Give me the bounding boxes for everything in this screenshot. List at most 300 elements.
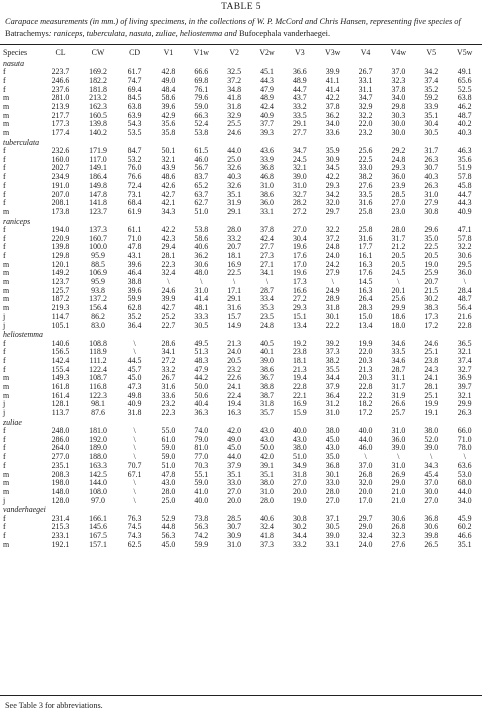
measurement-cell: 51.3 [194, 347, 209, 357]
measurement-cell: 167.5 [89, 530, 107, 540]
measurement-cell: 34.7 [292, 146, 307, 156]
measurement-cell: 58.6 [161, 93, 176, 103]
measurement-cell: 81.0 [194, 443, 209, 453]
table-header-row [0, 47, 482, 59]
measurement-cell: 22.4 [227, 390, 242, 400]
measurement-cell: 49.5 [194, 338, 209, 348]
table-caption [5, 16, 480, 39]
measurement-cell: 34.0 [325, 119, 340, 129]
measurement-cell: 162.3 [89, 102, 107, 112]
measurement-cell: 128.0 [51, 495, 70, 505]
measurement-cell: 28.0 [227, 224, 242, 234]
measurement-cell: 52.4 [194, 119, 209, 129]
sex-cell: f [3, 67, 6, 77]
measurement-cell: 117.0 [89, 154, 107, 164]
measurement-cell: 21.3 [227, 338, 242, 348]
measurement-cell: 27.9 [325, 268, 340, 278]
measurement-cell: 21.6 [457, 311, 472, 321]
measurement-cell: 38.0 [424, 426, 439, 436]
measurement-cell: 25.0 [227, 154, 242, 164]
measurement-cell: 105.1 [51, 320, 70, 330]
measurement-cell: 32.2 [457, 242, 472, 252]
measurement-cell: 46.2 [457, 102, 472, 112]
measurement-cell: 30.1 [325, 311, 340, 321]
measurement-cell: 34.2 [325, 189, 340, 199]
measurement-cell: 22.0 [358, 119, 373, 129]
measurement-cell: 33.6 [161, 390, 176, 400]
measurement-cell: 39.6 [161, 102, 176, 112]
measurement-cell: 27.0 [292, 478, 307, 488]
measurement-cell: 35.0 [424, 233, 439, 243]
header-v3w: V3w [325, 48, 341, 57]
measurement-cell: 18.0 [391, 320, 406, 330]
sex-cell: m [3, 390, 10, 400]
table-row [0, 287, 482, 296]
measurement-cell: 48.7 [457, 294, 472, 304]
measurement-cell: 36.0 [457, 268, 472, 278]
measurement-cell: 24.8 [260, 320, 274, 330]
measurement-cell: 24.6 [161, 285, 176, 295]
measurement-cell: 29.7 [358, 513, 373, 523]
measurement-cell: 33.2 [161, 364, 176, 374]
measurement-cell: 45.4 [424, 469, 439, 479]
measurement-cell: 38.8 [260, 382, 274, 392]
measurement-cell: 38.0 [292, 443, 307, 453]
measurement-cell: 188.0 [89, 452, 107, 462]
measurement-cell: 32.3 [391, 75, 406, 85]
measurement-cell: 33.2 [227, 233, 242, 243]
sex-cell: j [3, 408, 6, 418]
table-row [0, 383, 482, 392]
measurement-cell: 31.8 [127, 408, 142, 418]
measurement-cell: 22.2 [325, 320, 340, 330]
measurement-cell: 39.7 [457, 382, 472, 392]
measurement-cell: 18.1 [292, 355, 307, 365]
measurement-cell: 33.1 [325, 539, 340, 549]
measurement-cell: 36.2 [194, 250, 209, 260]
measurement-cell: 22.8 [358, 382, 373, 392]
measurement-cell: 26.6 [391, 399, 406, 409]
table-footnote: See Table 3 for abbreviations. [5, 701, 103, 710]
measurement-cell: 59.2 [424, 93, 439, 103]
measurement-cell: 28.1 [161, 250, 176, 260]
measurement-cell: 35.6 [457, 154, 472, 164]
measurement-cell: 28.7 [260, 285, 274, 295]
measurement-cell: 45.7 [127, 364, 142, 374]
measurement-cell: 33.5 [358, 189, 373, 199]
measurement-cell: 36.4 [325, 390, 340, 400]
measurement-cell: 16.1 [358, 250, 373, 260]
measurement-cell: 28.4 [457, 285, 472, 295]
measurement-cell: 32.9 [227, 110, 242, 120]
measurement-cell: 44.5 [127, 355, 142, 365]
measurement-cell: 49.8 [127, 390, 142, 400]
table-row [0, 269, 482, 278]
measurement-cell: 62.5 [127, 539, 142, 549]
measurement-cell: 219.3 [51, 303, 70, 313]
measurement-cell: 140.6 [51, 338, 70, 348]
measurement-cell: 49.0 [161, 75, 176, 85]
measurement-cell: \ [233, 277, 236, 287]
measurement-cell: 36.7 [260, 373, 274, 383]
species-name: nasuta [3, 59, 25, 68]
measurement-cell: 63.9 [127, 110, 142, 120]
measurement-cell: 37.8 [260, 224, 274, 234]
measurement-cell: 24.9 [325, 285, 340, 295]
table-row [0, 523, 482, 532]
measurement-cell: 62.8 [127, 303, 142, 313]
measurement-cell: 39.9 [161, 294, 176, 304]
measurement-cell: 39.6 [127, 285, 142, 295]
measurement-cell: 32.6 [227, 163, 242, 173]
measurement-cell: 69.4 [127, 84, 142, 94]
measurement-cell: 194.0 [51, 224, 70, 234]
measurement-cell: 30.6 [391, 513, 406, 523]
measurement-cell: 24.6 [424, 338, 439, 348]
sex-cell: f [3, 242, 6, 252]
measurement-cell: 19.9 [358, 338, 373, 348]
measurement-cell: 213.9 [51, 102, 70, 112]
measurement-cell: 28.6 [161, 338, 176, 348]
measurement-cell: 34.0 [391, 93, 406, 103]
measurement-cell: 29.3 [391, 163, 406, 173]
measurement-cell: 42.8 [161, 67, 176, 77]
measurement-cell: 54.3 [127, 119, 142, 129]
sex-cell: f [3, 434, 6, 444]
measurement-cell: 16.3 [358, 259, 373, 269]
measurement-cell: 122.3 [89, 390, 107, 400]
sex-cell: f [3, 513, 6, 523]
measurement-cell: 123.7 [89, 206, 107, 216]
measurement-cell: 24.0 [325, 250, 340, 260]
sex-cell: f [3, 250, 6, 260]
measurement-cell: 32.1 [457, 347, 472, 357]
table-row [0, 94, 482, 103]
measurement-cell: 25.6 [358, 146, 373, 156]
measurement-cell: 48.0 [194, 268, 209, 278]
measurement-cell: 41.8 [260, 530, 274, 540]
measurement-cell: 42.7 [161, 303, 176, 313]
table-row [0, 436, 482, 445]
measurement-cell: 20.3 [358, 373, 373, 383]
measurement-cell: 34.0 [457, 495, 472, 505]
measurement-cell: 106.9 [89, 268, 107, 278]
measurement-cell: 15.7 [227, 311, 242, 321]
sex-cell: m [3, 128, 10, 138]
sex-cell: f [3, 163, 6, 173]
measurement-cell: 32.2 [325, 224, 340, 234]
measurement-cell: 155.4 [51, 364, 70, 374]
measurement-cell: 48.3 [194, 355, 209, 365]
measurement-cell: 76.3 [127, 513, 142, 523]
measurement-cell: 118.9 [89, 347, 107, 357]
measurement-cell: 55.0 [161, 426, 176, 436]
measurement-cell: \ [133, 434, 136, 444]
measurement-cell: 25.2 [161, 311, 176, 321]
header-species: Species [3, 48, 28, 57]
measurement-cell: 24.0 [358, 539, 373, 549]
measurement-cell: 63.8 [457, 93, 472, 103]
sex-cell: m [3, 294, 10, 304]
measurement-cell: 69.8 [194, 75, 209, 85]
measurement-cell: 231.4 [51, 513, 70, 523]
measurement-cell: 35.1 [227, 469, 242, 479]
measurement-cell: 26.8 [358, 469, 373, 479]
measurement-cell: 38.2 [325, 355, 340, 365]
measurement-cell: 25.0 [161, 495, 176, 505]
sex-cell: m [3, 268, 10, 278]
measurement-cell: 232.6 [51, 146, 70, 156]
table-row [0, 129, 482, 138]
measurement-cell: 35.1 [457, 539, 472, 549]
measurement-cell: 51.9 [457, 163, 472, 173]
measurement-cell: 220.9 [51, 233, 70, 243]
measurement-cell: 40.3 [424, 172, 439, 182]
measurement-cell: 44.0 [227, 452, 242, 462]
measurement-cell: 43.7 [292, 93, 307, 103]
measurement-cell: 55.1 [194, 469, 209, 479]
measurement-cell: 84.7 [127, 146, 142, 156]
measurement-cell: 20.5 [391, 250, 406, 260]
measurement-cell: 36.0 [260, 198, 274, 208]
measurement-cell: 139.8 [89, 119, 107, 129]
measurement-cell: 26.3 [424, 180, 439, 190]
measurement-cell: 142.5 [89, 469, 107, 479]
measurement-cell: 49.1 [457, 67, 472, 77]
measurement-cell: 70.7 [127, 460, 142, 470]
measurement-cell: 108.8 [89, 338, 107, 348]
measurement-cell: 186.4 [89, 172, 107, 182]
measurement-cell: 36.0 [391, 172, 406, 182]
measurement-cell: 21.3 [358, 364, 373, 374]
measurement-cell: 26.7 [358, 67, 373, 77]
sex-cell: m [3, 110, 10, 120]
measurement-cell: 33.9 [260, 154, 274, 164]
measurement-cell: 76.1 [194, 84, 209, 94]
header-v4: V4 [360, 48, 371, 57]
measurement-cell: 27.3 [260, 250, 274, 260]
measurement-cell: 22.5 [227, 268, 242, 278]
measurement-cell: 42.6 [161, 180, 176, 190]
table-row [0, 295, 482, 304]
measurement-cell: 29.3 [292, 303, 307, 313]
measurement-cell: 34.6 [391, 355, 406, 365]
sex-cell: f [3, 172, 6, 182]
measurement-cell: 31.7 [391, 382, 406, 392]
measurement-cell: 42.0 [260, 452, 274, 462]
measurement-cell: 17.3 [424, 311, 439, 321]
measurement-cell: 28.0 [391, 224, 406, 234]
measurement-cell: 237.6 [51, 84, 70, 94]
measurement-cell: \ [133, 338, 136, 348]
measurement-cell: 31.0 [292, 180, 307, 190]
measurement-cell: 87.6 [91, 408, 105, 418]
measurement-cell: 22.0 [358, 347, 373, 357]
sex-cell: f [3, 355, 6, 365]
measurement-cell: 63.6 [457, 460, 472, 470]
table-row [0, 226, 482, 235]
measurement-cell: 43.0 [325, 443, 340, 453]
measurement-cell: 38.7 [260, 390, 274, 400]
measurement-cell: 42.2 [325, 172, 340, 182]
measurement-cell: 21.0 [391, 495, 406, 505]
measurement-cell: 25.6 [391, 294, 406, 304]
table-row [0, 322, 482, 331]
measurement-cell: \ [167, 277, 170, 287]
measurement-cell: 27.2 [292, 206, 307, 216]
measurement-cell: 34.3 [161, 206, 176, 216]
measurement-cell: 13.4 [292, 320, 307, 330]
measurement-cell: 40.3 [457, 128, 472, 138]
table-row [0, 86, 482, 95]
measurement-cell: 286.0 [51, 434, 70, 444]
measurement-cell: 42.4 [260, 233, 274, 243]
table-row [0, 313, 482, 322]
measurement-cell: 40.9 [260, 110, 274, 120]
measurement-cell: 56.3 [194, 522, 209, 532]
measurement-cell: 129.8 [51, 250, 70, 260]
measurement-cell: 202.7 [51, 163, 70, 173]
measurement-cell: 33.5 [391, 347, 406, 357]
measurement-cell: 30.1 [325, 469, 340, 479]
measurement-cell: 36.9 [457, 373, 472, 383]
table-row [0, 400, 482, 409]
measurement-cell: 31.0 [260, 180, 274, 190]
measurement-cell: 33.2 [292, 102, 307, 112]
measurement-cell: 36.8 [424, 513, 439, 523]
measurement-cell: 21.3 [292, 364, 307, 374]
sex-cell: m [3, 478, 10, 488]
measurement-cell: 19.6 [292, 268, 307, 278]
table-row [0, 112, 482, 121]
measurement-cell: 31.0 [227, 539, 242, 549]
measurement-cell: 122.4 [89, 364, 107, 374]
measurement-cell: 72.4 [127, 180, 142, 190]
measurement-cell: 37.8 [391, 84, 406, 94]
measurement-cell: 22.8 [292, 382, 307, 392]
measurement-cell: 39.0 [325, 530, 340, 540]
measurement-cell: 37.4 [424, 75, 439, 85]
sex-cell: f [3, 530, 6, 540]
measurement-cell: 28.5 [227, 513, 242, 523]
measurement-cell: 35.1 [227, 189, 242, 199]
measurement-cell: 61.9 [127, 206, 142, 216]
measurement-cell: 31.8 [227, 102, 242, 112]
measurement-cell: 181.0 [89, 426, 107, 436]
measurement-cell: 78.0 [457, 443, 472, 453]
measurement-cell: 35.3 [260, 303, 274, 313]
sex-cell: m [3, 486, 10, 496]
measurement-cell: 34.3 [424, 460, 439, 470]
measurement-cell: 26.3 [424, 154, 439, 164]
table-row [0, 444, 482, 453]
measurement-cell: 61.5 [194, 146, 209, 156]
measurement-cell: 23.2 [227, 364, 242, 374]
measurement-cell: 189.0 [89, 443, 107, 453]
measurement-cell: 14.5 [358, 277, 373, 287]
measurement-cell: 18.1 [227, 250, 242, 260]
measurement-cell: 38.2 [358, 172, 373, 182]
measurement-cell: 39.0 [260, 355, 274, 365]
measurement-cell: 208.1 [51, 198, 70, 208]
measurement-cell: 34.9 [292, 460, 307, 470]
measurement-cell: 160.5 [89, 110, 107, 120]
measurement-cell: 42.2 [325, 93, 340, 103]
measurement-cell: 42.0 [227, 426, 242, 436]
measurement-cell: \ [133, 426, 136, 436]
measurement-cell: 32.2 [358, 110, 373, 120]
measurement-cell: 47.3 [127, 382, 142, 392]
measurement-cell: 39.0 [391, 443, 406, 453]
measurement-cell: 17.7 [358, 242, 373, 252]
measurement-cell: 17.6 [292, 250, 307, 260]
measurement-cell: 169.2 [89, 67, 107, 77]
measurement-cell: 42.3 [161, 233, 176, 243]
measurement-cell: 63.7 [194, 189, 209, 199]
measurement-cell: 61.1 [127, 224, 142, 234]
sex-cell: j [3, 311, 6, 321]
measurement-cell: 48.9 [292, 75, 307, 85]
measurement-cell: 30.6 [457, 250, 472, 260]
table-row [0, 348, 482, 357]
measurement-cell: 59.0 [161, 443, 176, 453]
measurement-cell: 50.0 [194, 382, 209, 392]
measurement-cell: 33.6 [325, 128, 340, 138]
measurement-cell: 36.3 [194, 408, 209, 418]
measurement-cell: 192.0 [89, 434, 107, 444]
measurement-cell: 38.0 [325, 426, 340, 436]
table-row [0, 479, 482, 488]
caption-species-list: : raniceps, tuberculata, nasuta, zuliae, heliostemma [48, 28, 225, 38]
header-v5w: V5w [457, 48, 473, 57]
measurement-cell: 25.8 [358, 224, 373, 234]
measurement-cell: 177.3 [51, 119, 70, 129]
measurement-cell: 33.0 [358, 163, 373, 173]
measurement-cell: 21.2 [391, 242, 406, 252]
measurement-cell: 41.1 [325, 75, 340, 85]
measurement-cell: 30.9 [227, 530, 242, 540]
measurement-cell: 29.1 [292, 119, 307, 129]
table-row [0, 120, 482, 129]
measurement-cell: 149.3 [51, 373, 70, 383]
sex-cell: f [3, 180, 6, 190]
measurement-cell: 161.8 [51, 382, 70, 392]
measurement-cell: 156.5 [51, 347, 70, 357]
measurement-cell: 31.8 [325, 303, 340, 313]
measurement-cell: 41.0 [194, 486, 209, 496]
species-name: tuberculata [3, 137, 40, 147]
species-heading-row [0, 59, 482, 68]
measurement-cell: 33.3 [194, 311, 209, 321]
measurement-cell: 38.6 [260, 189, 274, 199]
table-row [0, 191, 482, 200]
measurement-cell: 44.7 [292, 84, 307, 94]
measurement-cell: 13.4 [358, 320, 373, 330]
measurement-cell: \ [430, 452, 433, 462]
measurement-cell: 25.5 [227, 119, 242, 129]
measurement-cell: 43.6 [260, 146, 274, 156]
measurement-cell: 88.5 [91, 259, 105, 269]
measurement-cell: 19.9 [424, 399, 439, 409]
measurement-cell: \ [133, 486, 136, 496]
measurement-cell: 65.2 [194, 180, 209, 190]
species-heading-row [0, 138, 482, 147]
measurement-cell: 71.0 [127, 233, 142, 243]
measurement-cell: 44.3 [260, 75, 274, 85]
measurement-cell: 29.2 [391, 146, 406, 156]
header-v5: V5 [426, 48, 437, 57]
measurement-cell: 32.6 [227, 180, 242, 190]
